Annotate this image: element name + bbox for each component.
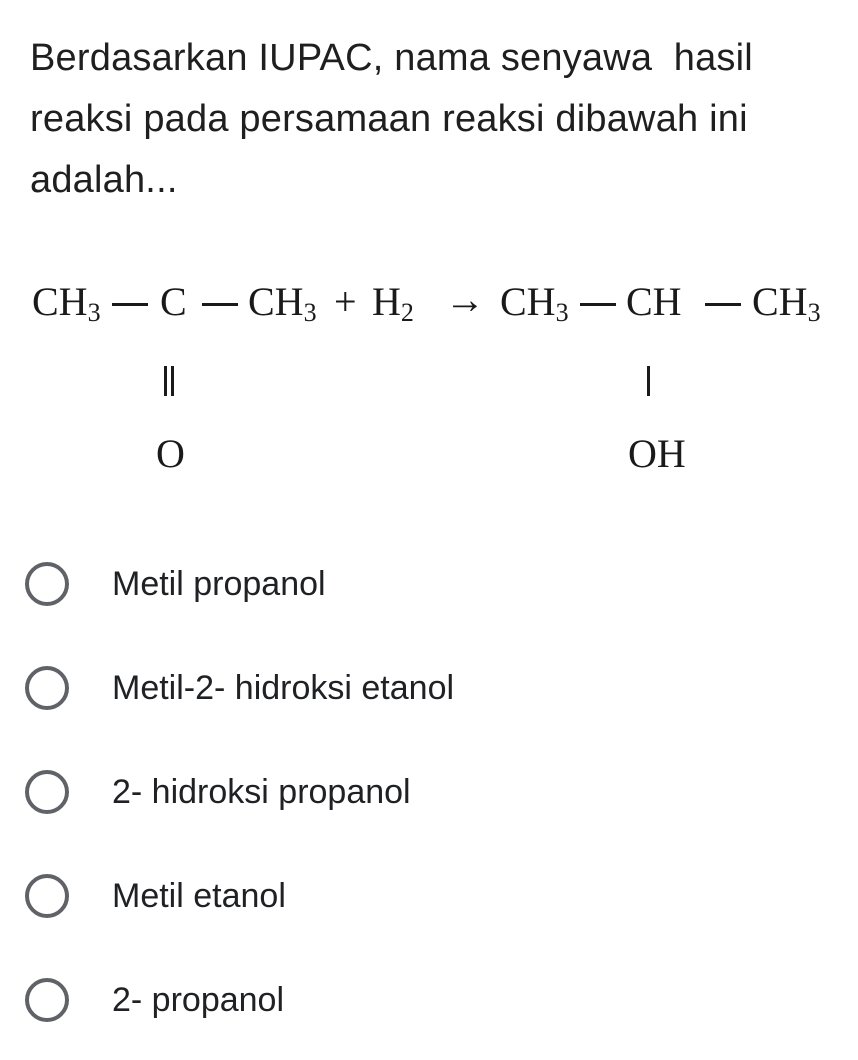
bond-dash bbox=[202, 303, 238, 306]
reactant-ch3-right: $CH_3$ bbox=[248, 279, 317, 327]
reagent-h2: $H_2$ bbox=[372, 279, 414, 327]
reactant-oxygen: O bbox=[156, 431, 185, 476]
question-text bbox=[30, 28, 830, 211]
plus-sign: + bbox=[334, 279, 357, 324]
radio-button[interactable] bbox=[25, 770, 69, 814]
option-label[interactable]: Metil etanol bbox=[112, 877, 286, 915]
option-metil-propanol[interactable] bbox=[0, 548, 858, 628]
single-bond-line bbox=[647, 366, 650, 396]
radio-button[interactable] bbox=[25, 666, 69, 710]
product-ch3-right: $CH_3$ bbox=[752, 279, 821, 327]
reaction-arrow: → bbox=[445, 277, 485, 322]
option-label[interactable]: Metil-2- hidroksi etanol bbox=[112, 669, 455, 707]
question-line: adalah... bbox=[30, 159, 178, 201]
product-hydroxyl: OH bbox=[628, 431, 686, 476]
double-bond-line bbox=[171, 366, 174, 396]
radio-button[interactable] bbox=[25, 978, 69, 1022]
question-line: reaksi pada persamaan reaksi dibawah ini bbox=[30, 98, 748, 140]
bond-dash bbox=[705, 303, 741, 306]
product-carbon: CH bbox=[626, 279, 682, 324]
option-label[interactable]: Metil propanol bbox=[112, 565, 326, 603]
option-metil-etanol[interactable] bbox=[0, 860, 858, 940]
reactant-ch3-left: $CH_3$ bbox=[32, 279, 101, 327]
option-2-hidroksi-propanol[interactable] bbox=[0, 756, 858, 836]
reaction-equation-image bbox=[0, 270, 858, 500]
reactant-carbon: C bbox=[160, 279, 187, 324]
bond-dash bbox=[580, 303, 616, 306]
option-metil-2-hidroksi-etanol[interactable] bbox=[0, 652, 858, 732]
bond-dash bbox=[112, 303, 148, 306]
option-2-propanol[interactable] bbox=[0, 964, 858, 1044]
double-bond-line bbox=[164, 366, 167, 396]
option-label[interactable]: 2- hidroksi propanol bbox=[112, 773, 411, 811]
product-ch3-left: $CH_3$ bbox=[500, 279, 569, 327]
radio-button[interactable] bbox=[25, 874, 69, 918]
question-line: Berdasarkan IUPAC, nama senyawa hasil bbox=[30, 37, 753, 79]
radio-button[interactable] bbox=[25, 562, 69, 606]
option-label[interactable]: 2- propanol bbox=[112, 981, 285, 1019]
